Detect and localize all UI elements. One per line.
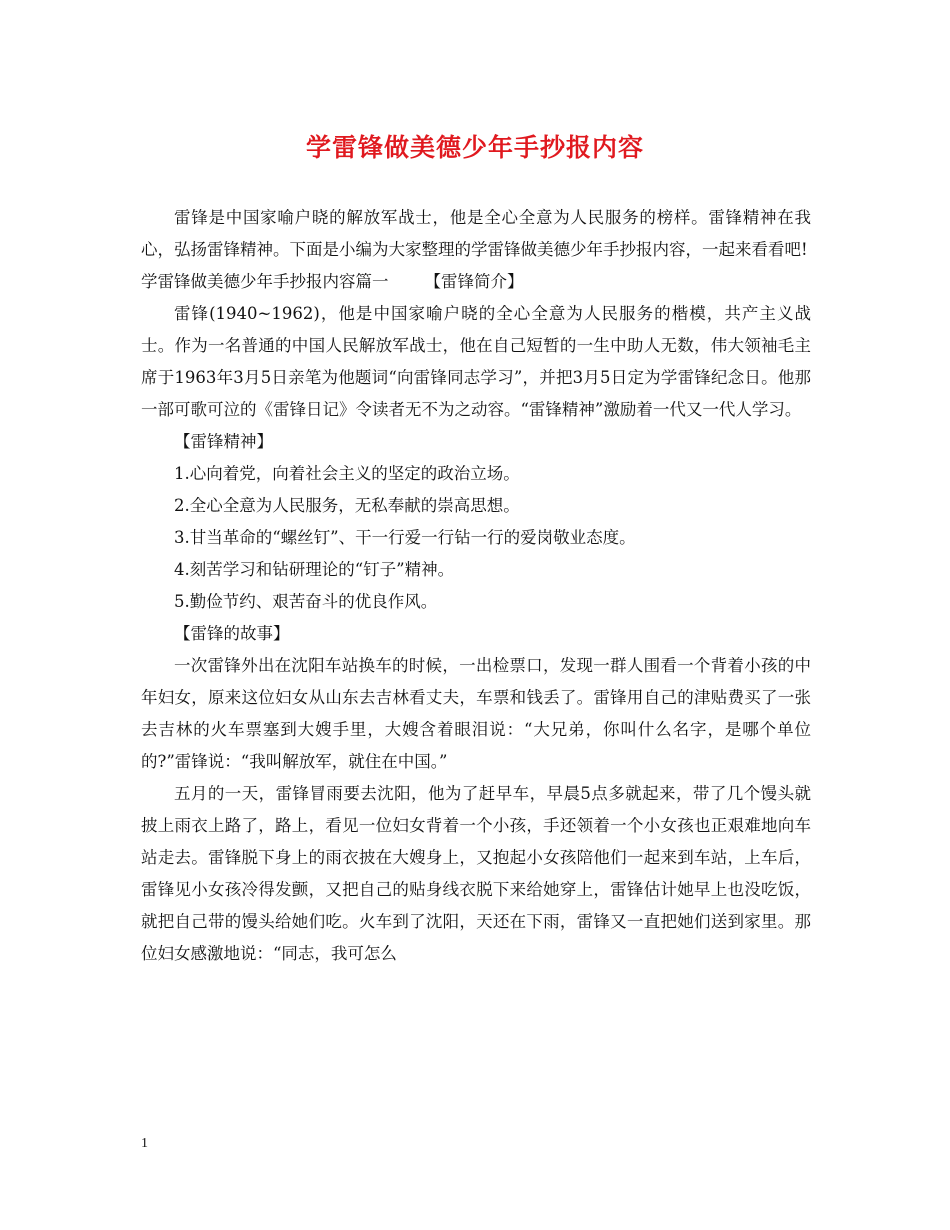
intro-paragraph: 雷锋是中国家喻户晓的解放军战士，他是全心全意为人民服务的榜样。雷锋精神在我心，弘扬雷锋精神。下面是小编为大家整理的学雷锋做美德少年手抄报内容，一起来看看吧!	[141, 208, 811, 259]
section-line	[141, 266, 811, 298]
bio-paragraph: 雷锋(1940~1962)，他是中国家喻户晓的全心全意为人民服务的楷模，共产主义战士。作为一名普通的中国人民解放军战士，他在自己短暂的一生中助人无数，伟大领袖毛主席于1963年3月5日亲笔为他题词“向雷锋同志学习”，并把3月5日定为学雷锋纪念日。他那一部可歌可泣的《雷锋日记》令读者无不为之动容。“雷锋精神”激励着一代又一代人学习。	[141, 304, 811, 419]
spirit-item: 1.心向着党，向着社会主义的坚定的政治立场。	[174, 464, 520, 483]
spirit-item: 3.甘当革命的“螺丝钉”、干一行爱一行钻一行的爱岗敬业态度。	[174, 528, 636, 547]
spirit-item: 5.勤俭节约、艰苦奋斗的优良作风。	[174, 592, 438, 611]
section-subheading: 【雷锋简介】	[424, 272, 524, 291]
document-body	[141, 202, 811, 970]
story-heading: 【雷锋的故事】	[174, 624, 290, 643]
page-number: 1	[141, 1136, 148, 1151]
spirit-heading: 【雷锋精神】	[174, 432, 273, 451]
section-title: 学雷锋做美德少年手抄报内容篇一	[141, 272, 389, 291]
document-title: 学雷锋做美德少年手抄报内容	[305, 133, 644, 162]
spirit-item: 4.刻苦学习和钻研理论的“钉子”精神。	[174, 560, 455, 579]
story-paragraph-1: 一次雷锋外出在沈阳车站换车的时候，一出检票口，发现一群人围看一个背着小孩的中年妇女，原来这位妇女从山东去吉林看丈夫，车票和钱丢了。雷锋用自己的津贴费买了一张去吉林的火车票塞到大嫂手里，大嫂含着眼泪说：“大兄弟，你叫什么名字，是哪个单位的?”雷锋说：“我叫解放军，就住在中国。”	[141, 656, 811, 771]
spirit-item: 2.全心全意为人民服务，无私奉献的崇高思想。	[174, 496, 520, 515]
story-paragraph-2: 五月的一天，雷锋冒雨要去沈阳，他为了赶早车，早晨5点多就起来，带了几个馒头就披上雨衣上路了，路上，看见一位妇女背着一个小孩，手还领着一个小女孩也正艰难地向车站走去。雷锋脱下身上的雨衣披在大嫂身上，又抱起小女孩陪他们一起来到车站，上车后，雷锋见小女孩冷得发颤，又把自己的贴身线衣脱下来给她穿上，雷锋估计她早上也没吃饭，就把自己带的馒头给她们吃。火车到了沈阳，天还在下雨，雷锋又一直把她们送到家里。那位妇女感激地说：“同志，我可怎么	[141, 784, 811, 963]
